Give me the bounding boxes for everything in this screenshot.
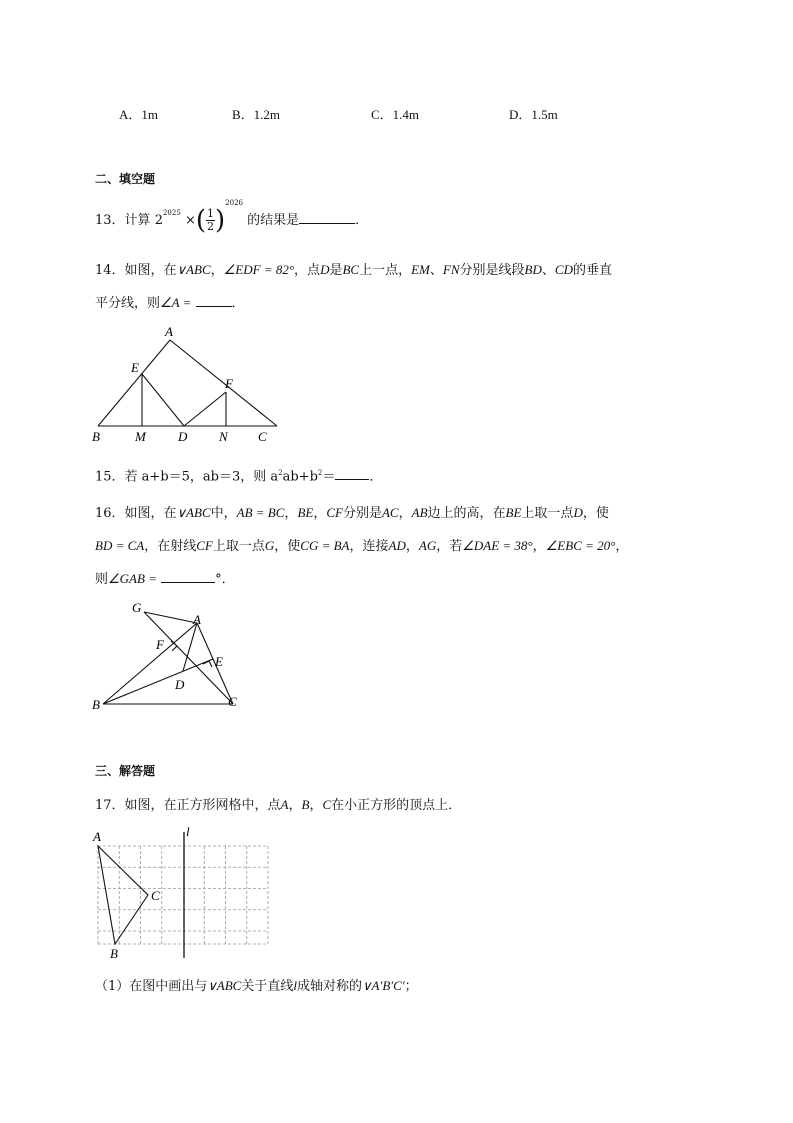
q16-triangle: ∨ABC — [176, 505, 211, 520]
section-heading-fill-in: 二、填空题 — [95, 172, 156, 186]
q17-point-c: C — [322, 797, 332, 812]
option-c: C．1.4m — [371, 107, 420, 122]
q16-be: BE — [297, 505, 314, 520]
q16-angle: ∠EBC = 20° — [545, 538, 616, 553]
q16-ab: AB — [411, 505, 428, 520]
q16-ag: AG — [418, 538, 437, 553]
label-b: B — [92, 429, 100, 444]
q16-ad: AD — [388, 538, 406, 553]
q14-text: 、 — [429, 263, 443, 278]
q13-times: × — [184, 213, 196, 228]
q16-eq: BD = CA — [95, 538, 145, 553]
q13-answer-blank[interactable] — [299, 211, 355, 224]
q14-text: ， — [210, 263, 224, 278]
q14-em: EM — [411, 262, 430, 277]
q17-text: 17．如图，在正方形网格中，点 — [95, 798, 281, 813]
q14-angle: ∠EDF = 82° — [223, 262, 295, 277]
q13-frac-den: 2 — [207, 220, 214, 233]
q16-d: D — [573, 505, 583, 520]
q17-text: （1）在图中画出与 — [95, 979, 208, 994]
q17-point-b: B — [301, 797, 310, 812]
q16-figure — [88, 598, 248, 716]
label-b: B — [92, 697, 100, 712]
q16-text: ，若 — [436, 539, 463, 554]
q14-segment-bc: BC — [342, 262, 360, 277]
option-b: B．1.2m — [232, 107, 281, 122]
q13-tail: 的结果是 — [247, 213, 300, 228]
q16-text: 上取一点 — [212, 539, 265, 554]
q14-triangle: ∨ABC — [176, 262, 211, 277]
q14-text: ，点 — [294, 263, 321, 278]
q17-point-a: A — [280, 797, 289, 812]
q16-text: °． — [215, 572, 235, 587]
q14-cd: CD — [554, 262, 573, 277]
q16-answer-blank[interactable] — [161, 570, 215, 583]
right-paren: ) — [215, 205, 226, 236]
q16-g: G — [264, 538, 275, 553]
q16-text: 16．如图，在 — [95, 506, 177, 521]
q16-text: 分别是 — [342, 506, 382, 521]
label-c: C — [151, 888, 160, 903]
label-d: D — [175, 677, 185, 692]
q14-text: 平分线，则 — [95, 296, 161, 311]
q16-text: 上取一点 — [521, 506, 574, 521]
segment-ad — [183, 623, 197, 671]
q16-text: ， — [313, 506, 327, 521]
q17-text: 成轴对称的 — [297, 979, 363, 994]
q16-ask: ∠GAB = — [108, 571, 157, 586]
label-a: A — [165, 324, 173, 339]
q14-figure — [88, 322, 288, 446]
question-16-line1 — [95, 505, 609, 522]
q13-fraction — [206, 208, 215, 233]
q16-text: ，在射线 — [144, 539, 197, 554]
label-c: C — [258, 429, 267, 444]
triangle-abc — [98, 846, 148, 944]
q16-text: ，使 — [582, 506, 609, 521]
q15-sup: 2 — [317, 469, 323, 477]
q14-fn: FN — [442, 262, 460, 277]
q17-triangle: ∨ABC — [207, 978, 242, 993]
q14-prefix: 14．如图，在 — [95, 263, 177, 278]
question-16-line2 — [95, 538, 628, 555]
label-g: G — [132, 600, 142, 615]
grid — [98, 846, 268, 944]
option-d: D．1.5m — [509, 107, 558, 122]
q15-answer-blank[interactable] — [335, 467, 369, 480]
q16-text: ， — [405, 539, 419, 554]
q16-ac: AC — [381, 505, 399, 520]
q16-cf: CF — [326, 505, 343, 520]
label-a: A — [93, 829, 101, 844]
segment-df — [184, 392, 226, 426]
question-17-part-1 — [95, 978, 418, 995]
q14-text: 的垂直 — [572, 263, 612, 278]
q17-triangle-prime: ∨A′B′C′ — [362, 978, 405, 993]
label-f: F — [156, 637, 164, 652]
question-13: 13．计算 $2^{2025}$ ×( $\frac{1}{2}$ )$^{2026}$ 的结果是 ． — [95, 198, 369, 236]
label-e: E — [131, 360, 139, 375]
q17-text: ， — [309, 798, 323, 813]
section-heading-solve: 三、解答题 — [95, 764, 156, 778]
q16-cf: CF — [196, 538, 213, 553]
q16-eq: CG = BA — [300, 538, 350, 553]
right-angle-e — [203, 661, 212, 667]
q15-sup: 2 — [278, 469, 283, 477]
question-17 — [95, 797, 461, 814]
question-15: 15．若 a+b＝5，ab＝3，则 $a^2ab+b^2=$ ． — [95, 469, 383, 485]
q16-text: ， — [532, 539, 546, 554]
q14-answer-blank[interactable] — [196, 294, 232, 307]
question-14-line1 — [95, 262, 612, 279]
q17-text: ， — [288, 798, 302, 813]
q16-text: ，连接 — [349, 539, 389, 554]
q15-text: ＝ — [322, 469, 336, 485]
q14-text: 、 — [541, 263, 555, 278]
left-paren: ( — [195, 205, 206, 236]
q16-text: 边上的高，在 — [427, 506, 506, 521]
question-14-line2: 平分线，则∠A = ． — [95, 295, 245, 311]
q14-text: 分别是线段 — [459, 263, 525, 278]
label-e: E — [215, 654, 223, 669]
q14-ask: ∠A = — [160, 295, 192, 310]
question-16-line3 — [95, 570, 235, 588]
q16-eq: AB = BC — [236, 505, 285, 520]
q14-text: 是 — [329, 263, 343, 278]
q13-base: 2 — [154, 213, 163, 228]
label-l: l — [186, 824, 190, 839]
segment-ab — [98, 340, 170, 426]
segment-ed — [142, 374, 184, 426]
q16-text: 中， — [210, 506, 237, 521]
q16-text: ， — [398, 506, 412, 521]
q16-text: ，使 — [274, 539, 301, 554]
q17-line-l: l — [293, 978, 297, 993]
q13-frac-num: 1 — [207, 207, 214, 220]
q13-prefix: 13．计算 — [95, 213, 151, 228]
q17-text: 在小正方形的顶点上． — [331, 798, 462, 813]
option-a: A．1m — [119, 107, 159, 122]
q14-text: 上一点， — [359, 263, 412, 278]
label-f: F — [225, 376, 233, 391]
q15-text: ab+b — [282, 469, 318, 485]
q16-be: BE — [505, 505, 522, 520]
segment-ac — [170, 340, 277, 426]
q16-text: ， — [615, 539, 629, 554]
q13-exp1: 2025 — [162, 208, 181, 217]
q15-text: 15．若 a+b＝5，ab＝3，则 a — [95, 469, 279, 485]
q17-text: 关于直线 — [241, 979, 294, 994]
q17-grid-figure — [88, 822, 278, 964]
label-m: M — [135, 429, 146, 444]
q16-text: ， — [284, 506, 298, 521]
label-b: B — [110, 946, 118, 961]
q16-text: 则 — [95, 572, 109, 587]
segment-ga — [144, 612, 197, 623]
label-d: D — [178, 429, 188, 444]
label-c: C — [228, 694, 237, 709]
q17-text: ； — [404, 979, 418, 994]
q16-angle: ∠DAE = 38° — [462, 538, 533, 553]
q13-exp2: 2026 — [225, 198, 243, 207]
q14-bd: BD — [524, 262, 542, 277]
q14-point-d: D — [320, 262, 330, 277]
label-n: N — [219, 429, 228, 444]
label-a: A — [193, 612, 201, 627]
